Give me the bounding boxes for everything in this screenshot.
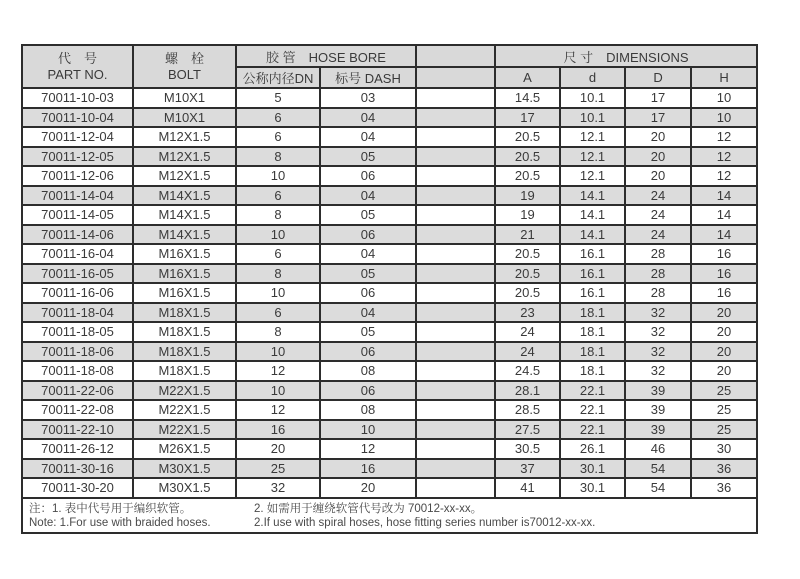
cell-dim-d-upper: 39 (625, 400, 691, 420)
cell-dim-h: 20 (691, 303, 757, 323)
cell-dim-h: 10 (691, 88, 757, 108)
cell-dim-d-lower: 22.1 (560, 400, 625, 420)
cell-dash: 06 (320, 283, 416, 303)
cell-part-no: 70011-10-03 (22, 88, 133, 108)
cell-dim-d-lower: 14.1 (560, 205, 625, 225)
note-zh-2: 2. 如需用于缠绕软管代号改为 70012-xx-xx。 (254, 502, 483, 515)
cell-dn: 12 (236, 361, 320, 381)
header-bolt-en: BOLT (168, 66, 201, 82)
cell-bolt: M18X1.5 (133, 361, 236, 381)
note-line-en (29, 516, 756, 531)
header-dim-h: H (691, 67, 757, 88)
note-cell (22, 498, 757, 533)
cell-bolt: M10X1 (133, 88, 236, 108)
cell-dim-a: 14.5 (495, 88, 560, 108)
cell-bolt: M18X1.5 (133, 303, 236, 323)
cell-bolt: M12X1.5 (133, 147, 236, 167)
cell-bolt: M30X1.5 (133, 478, 236, 498)
cell-spacer (416, 361, 495, 381)
cell-dim-d-upper: 24 (625, 205, 691, 225)
cell-dash: 04 (320, 108, 416, 128)
header-dim-a: A (495, 67, 560, 88)
cell-dn: 10 (236, 342, 320, 362)
fitting-spec-table (21, 44, 758, 534)
table-row (22, 127, 757, 147)
cell-spacer (416, 283, 495, 303)
cell-dn: 10 (236, 225, 320, 245)
cell-dn: 5 (236, 88, 320, 108)
header-part-no (22, 45, 133, 88)
cell-spacer (416, 303, 495, 323)
header-part-no-en: PART NO. (47, 66, 108, 82)
cell-dim-a: 20.5 (495, 264, 560, 284)
cell-dim-d-upper: 17 (625, 88, 691, 108)
table-row (22, 400, 757, 420)
cell-dim-d-lower: 12.1 (560, 166, 625, 186)
cell-dim-h: 36 (691, 478, 757, 498)
cell-dim-d-upper: 39 (625, 381, 691, 401)
note-en-1: Note: 1.For use with braided hoses. (29, 517, 211, 529)
cell-spacer (416, 439, 495, 459)
note-row (22, 498, 757, 533)
cell-dim-a: 27.5 (495, 420, 560, 440)
table-row (22, 108, 757, 128)
cell-dim-d-upper: 28 (625, 244, 691, 264)
table-row (22, 225, 757, 245)
cell-dim-d-upper: 39 (625, 420, 691, 440)
cell-bolt: M26X1.5 (133, 439, 236, 459)
cell-part-no: 70011-18-05 (22, 322, 133, 342)
cell-bolt: M14X1.5 (133, 186, 236, 206)
cell-spacer (416, 420, 495, 440)
cell-bolt: M22X1.5 (133, 400, 236, 420)
table-row (22, 244, 757, 264)
cell-spacer (416, 108, 495, 128)
cell-dim-a: 20.5 (495, 147, 560, 167)
cell-dim-d-lower: 14.1 (560, 186, 625, 206)
cell-dim-d-lower: 14.1 (560, 225, 625, 245)
header-part-no-zh: 代 号 (57, 50, 97, 66)
table-row (22, 439, 757, 459)
cell-dim-a: 28.5 (495, 400, 560, 420)
cell-part-no: 70011-10-04 (22, 108, 133, 128)
cell-dim-d-upper: 32 (625, 361, 691, 381)
cell-dn: 25 (236, 459, 320, 479)
cell-dim-h: 36 (691, 459, 757, 479)
cell-dim-d-lower: 18.1 (560, 342, 625, 362)
cell-dash: 12 (320, 439, 416, 459)
cell-spacer (416, 88, 495, 108)
cell-dim-d-upper: 24 (625, 186, 691, 206)
cell-dim-d-upper: 20 (625, 147, 691, 167)
cell-bolt: M10X1 (133, 108, 236, 128)
cell-dim-a: 41 (495, 478, 560, 498)
cell-dim-a: 24 (495, 342, 560, 362)
cell-dim-d-lower: 10.1 (560, 108, 625, 128)
cell-dash: 05 (320, 147, 416, 167)
cell-bolt: M16X1.5 (133, 244, 236, 264)
cell-dn: 8 (236, 205, 320, 225)
cell-spacer (416, 225, 495, 245)
cell-bolt: M18X1.5 (133, 322, 236, 342)
table-row (22, 381, 757, 401)
cell-dim-d-lower: 16.1 (560, 264, 625, 284)
cell-dn: 8 (236, 147, 320, 167)
table-row (22, 342, 757, 362)
cell-dash: 04 (320, 186, 416, 206)
cell-bolt: M12X1.5 (133, 166, 236, 186)
cell-dim-d-upper: 46 (625, 439, 691, 459)
cell-part-no: 70011-30-20 (22, 478, 133, 498)
cell-part-no: 70011-12-05 (22, 147, 133, 167)
cell-dim-d-lower: 12.1 (560, 127, 625, 147)
cell-dim-h: 25 (691, 400, 757, 420)
cell-dn: 8 (236, 264, 320, 284)
note-zh-1: 注：1. 表中代号用于编织软管。 (29, 502, 192, 515)
cell-dim-d-upper: 20 (625, 166, 691, 186)
note-en-2: 2.If use with spiral hoses, hose fitting series number is70012-xx-xx. (254, 517, 596, 529)
cell-dim-d-lower: 22.1 (560, 381, 625, 401)
cell-dim-d-lower: 18.1 (560, 303, 625, 323)
cell-dn: 10 (236, 381, 320, 401)
cell-spacer (416, 264, 495, 284)
table-header (22, 45, 757, 88)
cell-dim-h: 16 (691, 264, 757, 284)
cell-dash: 04 (320, 127, 416, 147)
table-row (22, 478, 757, 498)
cell-dim-d-upper: 28 (625, 283, 691, 303)
cell-spacer (416, 186, 495, 206)
cell-dash: 03 (320, 88, 416, 108)
cell-dim-h: 30 (691, 439, 757, 459)
cell-spacer (416, 166, 495, 186)
cell-dim-d-lower: 18.1 (560, 361, 625, 381)
cell-dash: 16 (320, 459, 416, 479)
cell-dim-a: 19 (495, 205, 560, 225)
cell-part-no: 70011-18-04 (22, 303, 133, 323)
cell-dash: 06 (320, 166, 416, 186)
cell-dash: 06 (320, 342, 416, 362)
cell-dn: 12 (236, 400, 320, 420)
cell-part-no: 70011-30-16 (22, 459, 133, 479)
cell-dash: 04 (320, 303, 416, 323)
cell-dim-a: 20.5 (495, 283, 560, 303)
cell-dim-a: 17 (495, 108, 560, 128)
cell-dn: 6 (236, 303, 320, 323)
cell-dash: 10 (320, 420, 416, 440)
cell-dn: 8 (236, 322, 320, 342)
cell-dim-h: 25 (691, 420, 757, 440)
cell-spacer (416, 400, 495, 420)
cell-dn: 10 (236, 283, 320, 303)
cell-dn: 32 (236, 478, 320, 498)
cell-dash: 08 (320, 400, 416, 420)
table-row (22, 361, 757, 381)
cell-dash: 08 (320, 361, 416, 381)
cell-dim-d-lower: 26.1 (560, 439, 625, 459)
cell-part-no: 70011-14-06 (22, 225, 133, 245)
cell-dim-d-upper: 32 (625, 322, 691, 342)
cell-spacer (416, 381, 495, 401)
cell-dn: 16 (236, 420, 320, 440)
note-line-zh (29, 502, 756, 517)
cell-dash: 04 (320, 244, 416, 264)
cell-bolt: M16X1.5 (133, 283, 236, 303)
cell-part-no: 70011-18-08 (22, 361, 133, 381)
cell-bolt: M22X1.5 (133, 420, 236, 440)
table-row (22, 186, 757, 206)
table-row (22, 420, 757, 440)
cell-dim-a: 23 (495, 303, 560, 323)
cell-dim-a: 24 (495, 322, 560, 342)
cell-part-no: 70011-14-05 (22, 205, 133, 225)
cell-dim-h: 14 (691, 186, 757, 206)
table-body (22, 88, 757, 498)
cell-part-no: 70011-16-06 (22, 283, 133, 303)
table-row (22, 322, 757, 342)
cell-dim-h: 12 (691, 166, 757, 186)
cell-dim-d-lower: 16.1 (560, 244, 625, 264)
cell-spacer (416, 205, 495, 225)
cell-dim-a: 21 (495, 225, 560, 245)
cell-part-no: 70011-18-06 (22, 342, 133, 362)
cell-dim-d-lower: 18.1 (560, 322, 625, 342)
cell-dim-h: 20 (691, 322, 757, 342)
cell-dim-d-lower: 16.1 (560, 283, 625, 303)
header-spacer-top (416, 45, 495, 67)
table-row (22, 166, 757, 186)
cell-dim-d-upper: 17 (625, 108, 691, 128)
cell-dim-h: 16 (691, 283, 757, 303)
cell-dim-d-lower: 22.1 (560, 420, 625, 440)
header-bolt (133, 45, 236, 88)
cell-dim-d-upper: 24 (625, 225, 691, 245)
table-row (22, 147, 757, 167)
table-row (22, 264, 757, 284)
cell-dim-d-lower: 30.1 (560, 478, 625, 498)
cell-bolt: M16X1.5 (133, 264, 236, 284)
cell-dim-h: 14 (691, 225, 757, 245)
header-dash: 标号 DASH (320, 67, 416, 88)
cell-dim-h: 14 (691, 205, 757, 225)
cell-dim-d-upper: 54 (625, 459, 691, 479)
cell-bolt: M18X1.5 (133, 342, 236, 362)
cell-dn: 6 (236, 108, 320, 128)
cell-bolt: M14X1.5 (133, 205, 236, 225)
header-bolt-zh: 螺 栓 (164, 50, 204, 66)
cell-dash: 05 (320, 322, 416, 342)
cell-dash: 06 (320, 381, 416, 401)
cell-spacer (416, 127, 495, 147)
header-hose-bore: 胶 管 HOSE BORE (236, 45, 416, 67)
cell-dim-d-lower: 12.1 (560, 147, 625, 167)
cell-part-no: 70011-22-08 (22, 400, 133, 420)
cell-part-no: 70011-22-10 (22, 420, 133, 440)
cell-dn: 6 (236, 186, 320, 206)
header-dim-d-lower: d (560, 67, 625, 88)
table-row (22, 205, 757, 225)
cell-dim-h: 16 (691, 244, 757, 264)
cell-dim-a: 24.5 (495, 361, 560, 381)
cell-dim-h: 12 (691, 127, 757, 147)
cell-part-no: 70011-12-06 (22, 166, 133, 186)
cell-part-no: 70011-22-06 (22, 381, 133, 401)
cell-dim-a: 20.5 (495, 244, 560, 264)
cell-dn: 20 (236, 439, 320, 459)
header-row-1 (22, 45, 757, 67)
cell-dn: 6 (236, 127, 320, 147)
cell-dim-a: 19 (495, 186, 560, 206)
cell-spacer (416, 147, 495, 167)
cell-spacer (416, 342, 495, 362)
cell-dim-h: 20 (691, 342, 757, 362)
cell-spacer (416, 478, 495, 498)
cell-dim-d-upper: 32 (625, 303, 691, 323)
header-dimensions: 尺 寸 DIMENSIONS (495, 45, 757, 67)
cell-dim-a: 20.5 (495, 127, 560, 147)
cell-dim-h: 20 (691, 361, 757, 381)
cell-dim-h: 12 (691, 147, 757, 167)
cell-dim-a: 20.5 (495, 166, 560, 186)
cell-dn: 6 (236, 244, 320, 264)
cell-part-no: 70011-26-12 (22, 439, 133, 459)
cell-bolt: M12X1.5 (133, 127, 236, 147)
cell-part-no: 70011-16-04 (22, 244, 133, 264)
cell-dim-d-lower: 10.1 (560, 88, 625, 108)
cell-bolt: M22X1.5 (133, 381, 236, 401)
cell-bolt: M14X1.5 (133, 225, 236, 245)
cell-spacer (416, 322, 495, 342)
header-spacer-bottom (416, 67, 495, 88)
header-dim-d-upper: D (625, 67, 691, 88)
table-row (22, 303, 757, 323)
cell-bolt: M30X1.5 (133, 459, 236, 479)
cell-part-no: 70011-16-05 (22, 264, 133, 284)
cell-dim-h: 10 (691, 108, 757, 128)
cell-dim-a: 28.1 (495, 381, 560, 401)
table-row (22, 459, 757, 479)
header-dn: 公称内径DN (236, 67, 320, 88)
cell-dn: 10 (236, 166, 320, 186)
cell-dash: 05 (320, 205, 416, 225)
cell-part-no: 70011-12-04 (22, 127, 133, 147)
table-footer (22, 498, 757, 533)
table-row (22, 88, 757, 108)
cell-dim-d-upper: 32 (625, 342, 691, 362)
cell-spacer (416, 459, 495, 479)
cell-dash: 06 (320, 225, 416, 245)
cell-part-no: 70011-14-04 (22, 186, 133, 206)
cell-dim-h: 25 (691, 381, 757, 401)
cell-dim-d-upper: 28 (625, 264, 691, 284)
cell-dash: 20 (320, 478, 416, 498)
cell-dash: 05 (320, 264, 416, 284)
cell-dim-d-upper: 54 (625, 478, 691, 498)
cell-dim-d-upper: 20 (625, 127, 691, 147)
cell-dim-d-lower: 30.1 (560, 459, 625, 479)
cell-dim-a: 37 (495, 459, 560, 479)
cell-dim-a: 30.5 (495, 439, 560, 459)
table-row (22, 283, 757, 303)
cell-spacer (416, 244, 495, 264)
